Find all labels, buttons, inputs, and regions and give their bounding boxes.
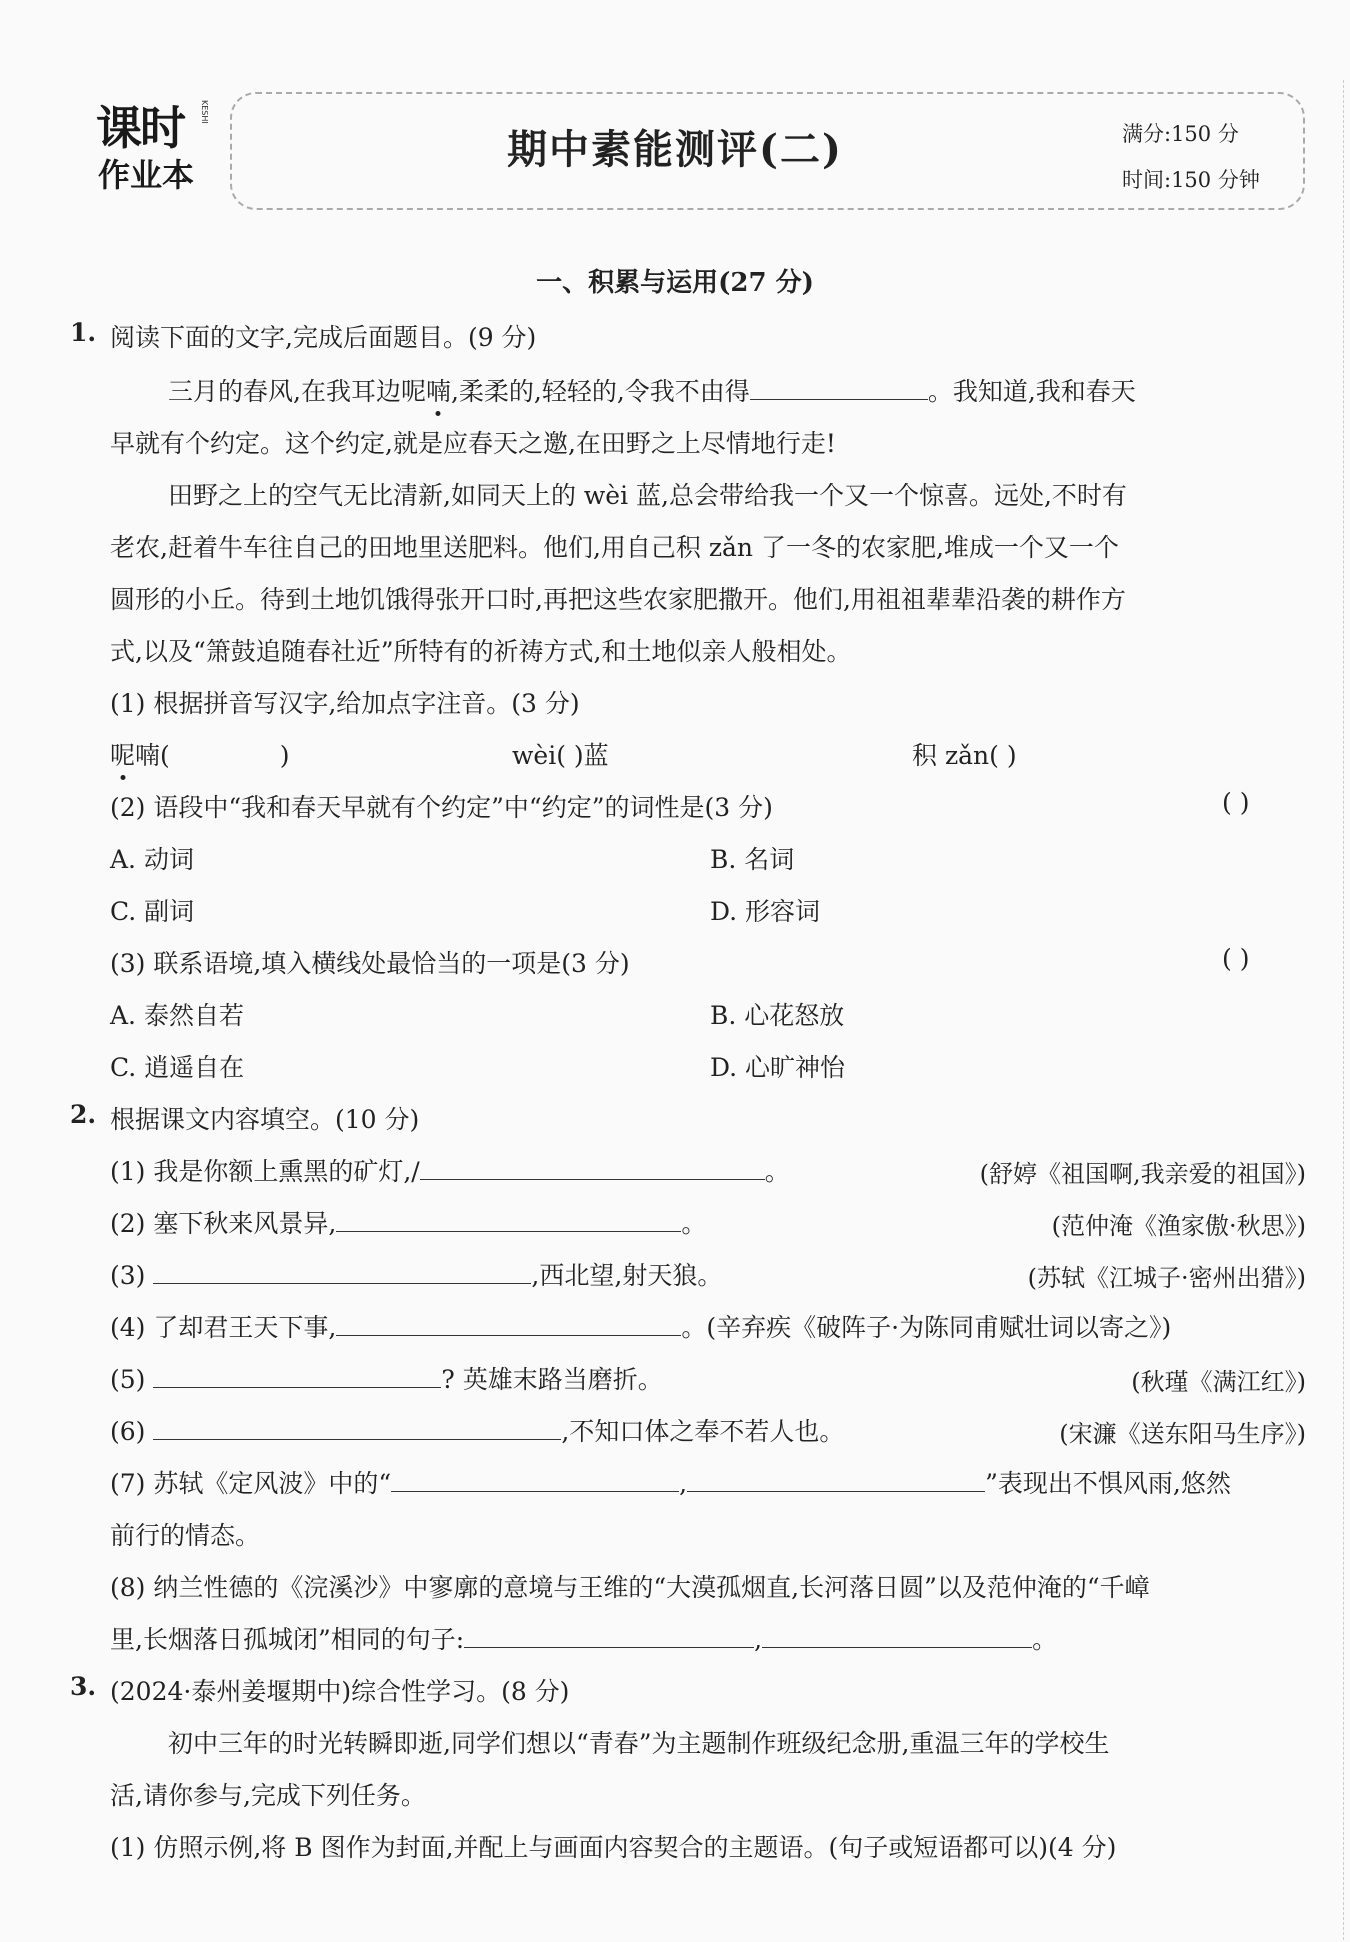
q2-i6-end: ,不知口体之奉不若人也。 [561, 1417, 845, 1446]
q2-item4 [110, 1308, 1171, 1344]
q2-i2-blank[interactable] [336, 1207, 681, 1232]
q2-i2-source: (范仲淹《渔家傲·秋思》) [1051, 1212, 1306, 1240]
q2-i6-blank[interactable] [153, 1415, 561, 1440]
q2-i8-blank2[interactable] [762, 1623, 1032, 1648]
q2-i6-text: (6) [110, 1417, 146, 1446]
q1-sub3: (3) 联系语境,填入横线处最恰当的一项是(3 分) [110, 949, 630, 978]
q2-i8-blank1[interactable] [464, 1623, 754, 1648]
q2-item1 [110, 1152, 790, 1188]
q2-i1-source: (舒婷《祖国啊,我亲爱的祖国》) [979, 1160, 1306, 1188]
q1-sub1: (1) 根据拼音写汉字,给加点字注音。(3 分) [110, 689, 580, 718]
q2-i5-text: (5) [110, 1365, 146, 1394]
q1-sub1-item-b[interactable]: wèi( )蓝 [512, 741, 609, 770]
q2-i7-mid: , [679, 1469, 688, 1498]
full-score: 满分:150 分 [1122, 122, 1239, 146]
q1-s1-a2: 喃( [135, 741, 170, 770]
q3-intro-line2: 活,请你参与,完成下列任务。 [110, 1781, 426, 1810]
q1-passage-line3: 田野之上的空气无比清新,如同天上的 wèi 蓝,总会带给我一个又一个惊喜。远处,不时有 [168, 481, 1127, 510]
q2-i2-text: (2) 塞下秋来风景异, [110, 1209, 337, 1238]
q1-sub2: (2) 语段中“我和春天早就有个约定”中“约定”的词性是(3 分) [110, 793, 773, 822]
q1-s1-dotted: 呢 [110, 741, 136, 770]
q1-p1-b: ,柔柔的,轻轻的,令我不由得 [450, 377, 750, 406]
q2-item5 [110, 1360, 663, 1396]
logo-tiny: KESHI [200, 100, 209, 124]
logo-line1: 课时 [96, 101, 184, 155]
q1-passage-line4: 老农,赶着牛车往自己的田地里送肥料。他们,用自己积 zǎn 了一冬的农家肥,堆成一个又一个 [110, 533, 1119, 562]
q2-i3-text: (3) [110, 1261, 146, 1290]
question-number-2: 2. [70, 1100, 97, 1129]
q2-i8-text: 里,长烟落日孤城闭”相同的句子: [110, 1625, 465, 1654]
q1-sub1-item-a [110, 736, 290, 772]
q2-i4-blank[interactable] [336, 1311, 681, 1336]
q2-i5-source: (秋瑾《满江红》) [1131, 1368, 1306, 1396]
q1-s3-option-d[interactable]: D. 心旷神怡 [710, 1053, 846, 1082]
q2-item2 [110, 1204, 706, 1240]
q1-s2-option-a[interactable]: A. 动词 [110, 845, 194, 874]
q1-p1-dotted: 喃 [425, 377, 451, 406]
q2-i1-end: 。 [764, 1157, 790, 1186]
q2-i3-blank[interactable] [153, 1259, 531, 1284]
q1-s1-a3: ) [279, 741, 290, 770]
q1-s3-option-c[interactable]: C. 逍遥自在 [110, 1053, 245, 1082]
question-number-3: 3. [70, 1672, 97, 1701]
q2-item6 [110, 1412, 844, 1448]
q2-i7-text: (7) 苏轼《定风波》中的“ [110, 1469, 392, 1498]
q2-i4-end: 。(辛弃疾《破阵子·为陈同甫赋壮词以寄之》) [681, 1313, 1172, 1342]
question-number-1: 1. [70, 318, 97, 347]
q2-item7 [110, 1464, 1231, 1500]
q2-i7-blank1[interactable] [391, 1467, 679, 1492]
q1-passage-line2: 早就有个约定。这个约定,就是应春天之邀,在田野之上尽情地行走! [110, 429, 836, 458]
q1-sub2-answer[interactable]: ( ) [1222, 788, 1250, 817]
q1-passage-line1 [168, 372, 1136, 408]
q2-item7-line2: 前行的情态。 [110, 1521, 261, 1550]
q1-p1-a: 三月的春风,在我耳边呢 [168, 377, 426, 406]
q2-i5-end: ? 英雄末路当磨折。 [441, 1365, 663, 1394]
q1-passage-line5: 圆形的小丘。待到土地饥饿得张开口时,再把这些农家肥撒开。他们,用祖祖辈辈沿袭的耕作方 [110, 585, 1126, 614]
page-title: 期中素能测评(二) [507, 126, 843, 173]
page-edge [1343, 80, 1344, 1940]
q3-sub1: (1) 仿照示例,将 B 图作为封面,并配上与画面内容契合的主题语。(句子或短语都可以)(4 分) [110, 1833, 1117, 1862]
q2-i2-end: 。 [681, 1209, 707, 1238]
q1-s2-option-c[interactable]: C. 副词 [110, 897, 195, 926]
q2-i8-end: 。 [1032, 1625, 1058, 1654]
q2-i6-source: (宋濂《送东阳马生序》) [1059, 1420, 1306, 1448]
q2-stem: 根据课文内容填空。(10 分) [110, 1105, 420, 1134]
q2-item8: (8) 纳兰性德的《浣溪沙》中寥廓的意境与王维的“大漠孤烟直,长河落日圆”以及范仲淹的“千嶂 [110, 1573, 1150, 1602]
q1-passage-line6: 式,以及“箫鼓追随春社近”所特有的祈祷方式,和土地似亲人般相处。 [110, 637, 852, 666]
logo-line2: 作业本 [98, 156, 195, 194]
q2-item8-line2 [110, 1620, 1057, 1656]
q2-i4-text: (4) 了却君王天下事, [110, 1313, 337, 1342]
q3-intro-line1: 初中三年的时光转瞬即逝,同学们想以“青春”为主题制作班级纪念册,重温三年的学校生 [168, 1729, 1110, 1758]
q1-sub3-answer[interactable]: ( ) [1222, 944, 1250, 973]
q1-p1-c: 。我知道,我和春天 [927, 377, 1136, 406]
q2-i7-blank2[interactable] [687, 1467, 985, 1492]
q2-i1-blank[interactable] [420, 1155, 765, 1180]
q1-s3-option-b[interactable]: B. 心花怒放 [710, 1001, 845, 1030]
q1-s2-option-d[interactable]: D. 形容词 [710, 897, 821, 926]
q2-i3-source: (苏轼《江城子·密州出猎》) [1027, 1264, 1306, 1292]
q2-i3-end: ,西北望,射天狼。 [531, 1261, 723, 1290]
q2-i5-blank[interactable] [153, 1363, 441, 1388]
q1-stem: 阅读下面的文字,完成后面题目。(9 分) [110, 323, 537, 352]
q1-blank[interactable] [750, 375, 928, 400]
q3-stem: (2024·泰州姜堰期中)综合性学习。(8 分) [110, 1677, 570, 1706]
q1-sub1-item-c[interactable]: 积 zǎn( ) [912, 741, 1017, 770]
q2-item3 [110, 1256, 722, 1292]
q2-i1-text: (1) 我是你额上熏黑的矿灯,/ [110, 1157, 420, 1186]
time-limit: 时间:150 分钟 [1122, 168, 1260, 192]
section-heading: 一、积累与运用(27 分) [536, 268, 814, 298]
q2-i8-mid: , [754, 1625, 763, 1654]
q1-s3-option-a[interactable]: A. 泰然自若 [110, 1001, 244, 1030]
q1-s2-option-b[interactable]: B. 名词 [710, 845, 795, 874]
q2-i7-end: ”表现出不惧风雨,悠然 [985, 1469, 1231, 1498]
